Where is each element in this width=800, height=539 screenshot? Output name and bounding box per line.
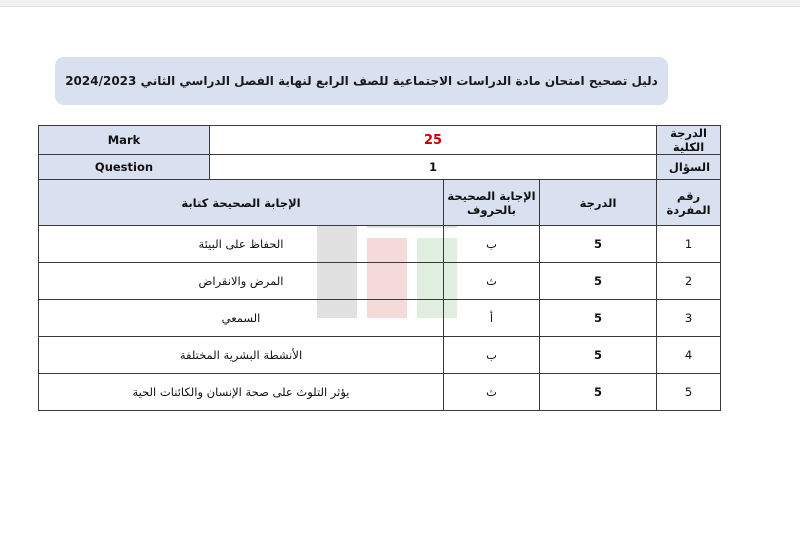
answer-letter-cell: أ	[444, 300, 540, 337]
col-answer-letter-line1: الإجابة الصحيحة	[447, 188, 536, 203]
item-no-cell: 1	[657, 226, 721, 263]
table-row	[39, 226, 721, 263]
answer-letter-cell: ب	[444, 226, 540, 263]
table-row	[39, 300, 721, 337]
score-cell: 5	[540, 337, 657, 374]
score-cell: 5	[540, 263, 657, 300]
score-cell: 5	[540, 374, 657, 411]
col-answer-text: الإجابة الصحيحة كتابة	[39, 180, 444, 226]
answer-key-table	[38, 125, 721, 411]
question-label: Question	[39, 155, 210, 180]
answer-letter-cell: ث	[444, 263, 540, 300]
table-row	[39, 374, 721, 411]
item-no-cell: 2	[657, 263, 721, 300]
answer-text-cell: المرض والانقراض	[39, 263, 444, 300]
col-answer-letter-line2: بالحروف	[467, 202, 516, 217]
table-row	[39, 337, 721, 374]
mark-value: 25	[210, 126, 657, 155]
total-label: الدرجة الكلية	[657, 126, 721, 155]
score-cell: 5	[540, 300, 657, 337]
browser-top-strip	[0, 0, 800, 7]
table-row	[39, 263, 721, 300]
answer-letter-cell: ب	[444, 337, 540, 374]
answer-text-cell: الحفاظ على البيئة	[39, 226, 444, 263]
score-cell: 5	[540, 226, 657, 263]
item-no-cell: 3	[657, 300, 721, 337]
answer-text-cell: السمعي	[39, 300, 444, 337]
col-answer-letter	[444, 180, 540, 226]
mark-label: Mark	[39, 126, 210, 155]
item-no-cell: 5	[657, 374, 721, 411]
page-title-text: دليل تصحيح امتحان مادة الدراسات الاجتماعية للصف الرابع لنهاية الفصل الدراسي الثاني 2024/2023	[65, 74, 658, 88]
answer-text-cell: يؤثر التلوث على صحة الإنسان والكائنات الحية	[39, 374, 444, 411]
col-score: الدرجة	[540, 180, 657, 226]
answer-letter-cell: ث	[444, 374, 540, 411]
question-value: 1	[210, 155, 657, 180]
item-no-cell: 4	[657, 337, 721, 374]
col-item-no: رقم المفردة	[657, 180, 721, 226]
answer-text-cell: الأنشطة البشرية المختلفة	[39, 337, 444, 374]
page-title	[55, 57, 668, 105]
question-label-ar: السؤال	[657, 155, 721, 180]
